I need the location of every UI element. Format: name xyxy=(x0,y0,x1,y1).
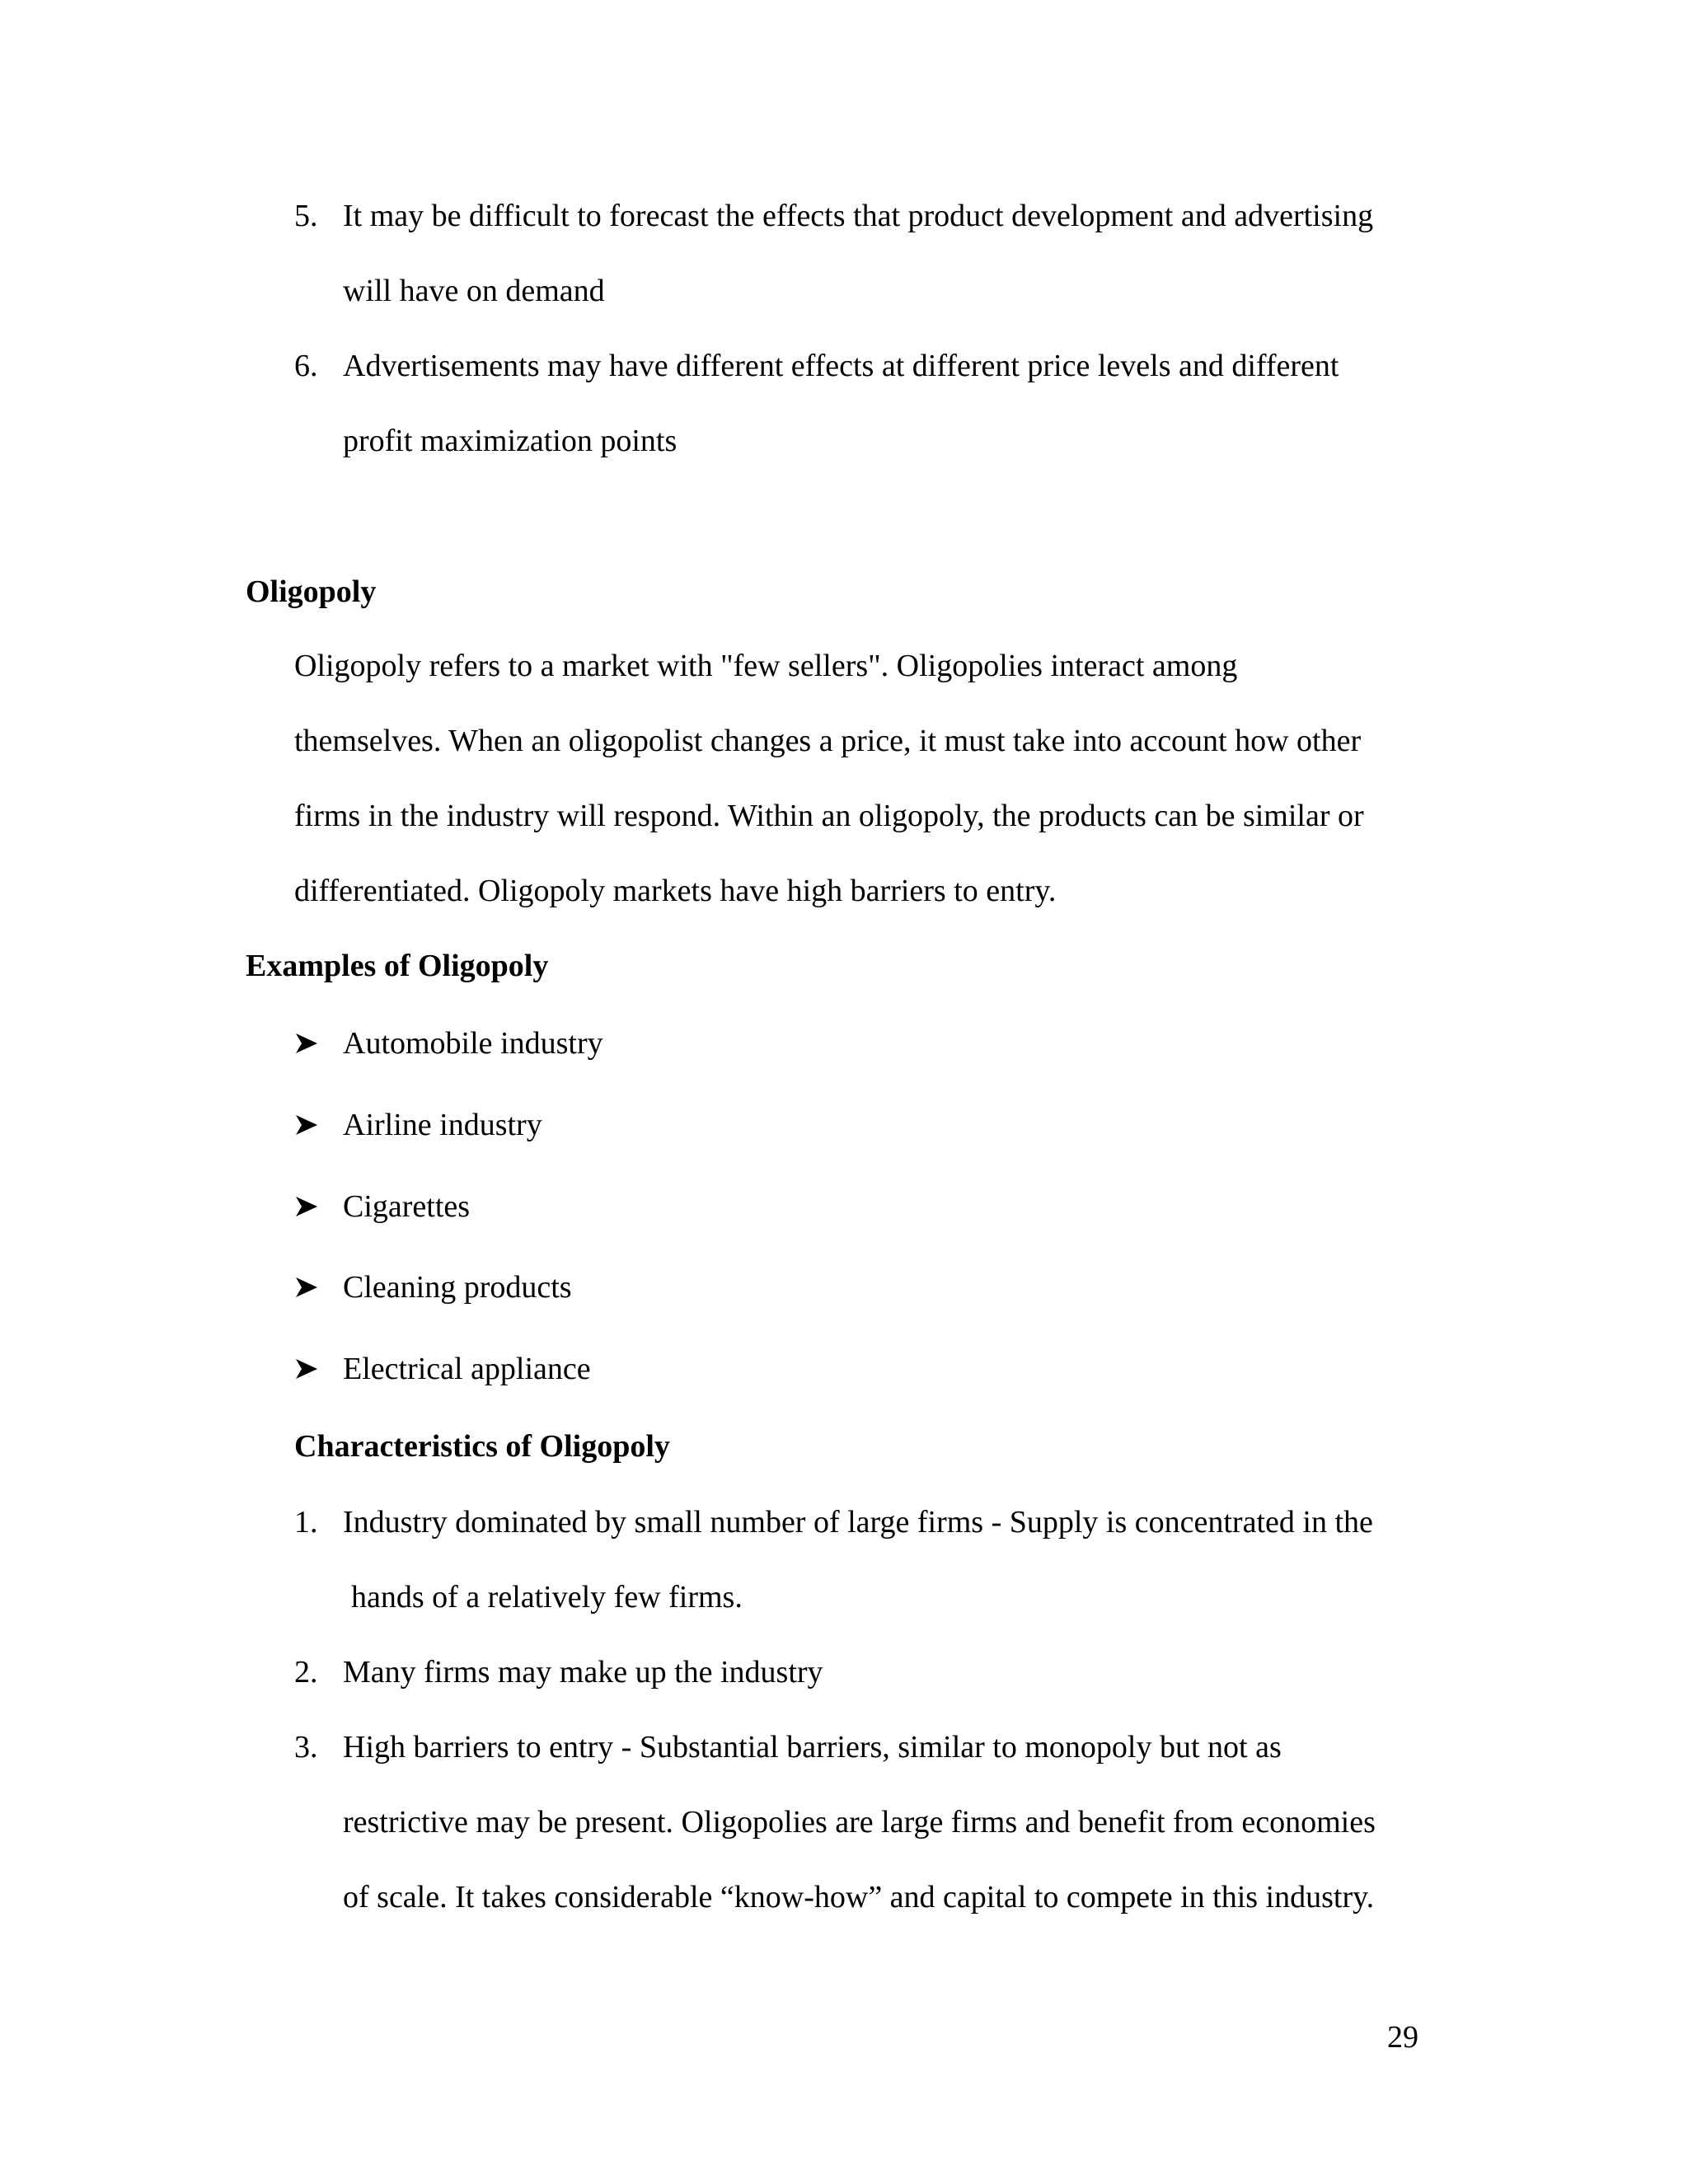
arrowhead-bullet-icon xyxy=(296,1349,321,1389)
list-item-text: Advertisements may have different effects at different price levels and different xyxy=(343,349,1339,383)
list-item-text: restrictive may be present. Oligopolies are large firms and benefit from economies xyxy=(343,1805,1376,1840)
list-item-text: profit maximization points xyxy=(343,424,678,458)
list-number: 1. xyxy=(294,1505,318,1540)
list-item-text: of scale. It takes considerable “know-how” and capital to compete in this industry. xyxy=(343,1880,1375,1915)
list-item-text: Many firms may make up the industry xyxy=(343,1655,823,1690)
list-item-text: It may be difficult to forecast the effects that product development and advertising xyxy=(343,199,1374,233)
list-item-text: hands of a relatively few firms. xyxy=(351,1580,743,1615)
arrowhead-bullet-icon xyxy=(296,1105,321,1145)
paragraph-line: differentiated. Oligopoly markets have high barriers to entry. xyxy=(294,874,1057,908)
section-heading: Oligopoly xyxy=(246,574,377,609)
list-item: Cigarettes xyxy=(343,1189,471,1224)
list-number: 5. xyxy=(294,199,318,233)
list-number: 3. xyxy=(294,1730,318,1765)
section-heading: Characteristics of Oligopoly xyxy=(294,1429,670,1464)
arrowhead-bullet-icon xyxy=(296,1268,321,1307)
paragraph-line: themselves. When an oligopolist changes a price, it must take into account how other xyxy=(294,724,1362,758)
list-item: Airline industry xyxy=(343,1108,542,1142)
arrowhead-bullet-icon xyxy=(296,1024,321,1063)
section-heading: Examples of Oligopoly xyxy=(246,949,549,983)
paragraph-line: firms in the industry will respond. Within an oligopoly, the products can be similar or xyxy=(294,799,1364,833)
arrowhead-bullet-icon xyxy=(296,1187,321,1226)
list-number: 6. xyxy=(294,349,318,383)
page-number: 29 xyxy=(1387,2020,1418,2055)
list-number: 2. xyxy=(294,1655,318,1690)
paragraph-line: Oligopoly refers to a market with "few sellers". Oligopolies interact among xyxy=(294,649,1238,683)
list-item-text: High barriers to entry - Substantial barriers, similar to monopoly but not as xyxy=(343,1730,1282,1765)
list-item: Electrical appliance xyxy=(343,1352,591,1386)
list-item-text: will have on demand xyxy=(343,274,605,308)
list-item: Automobile industry xyxy=(343,1026,603,1061)
list-item: Cleaning products xyxy=(343,1270,572,1305)
list-item-text: Industry dominated by small number of large firms - Supply is concentrated in the xyxy=(343,1505,1373,1540)
